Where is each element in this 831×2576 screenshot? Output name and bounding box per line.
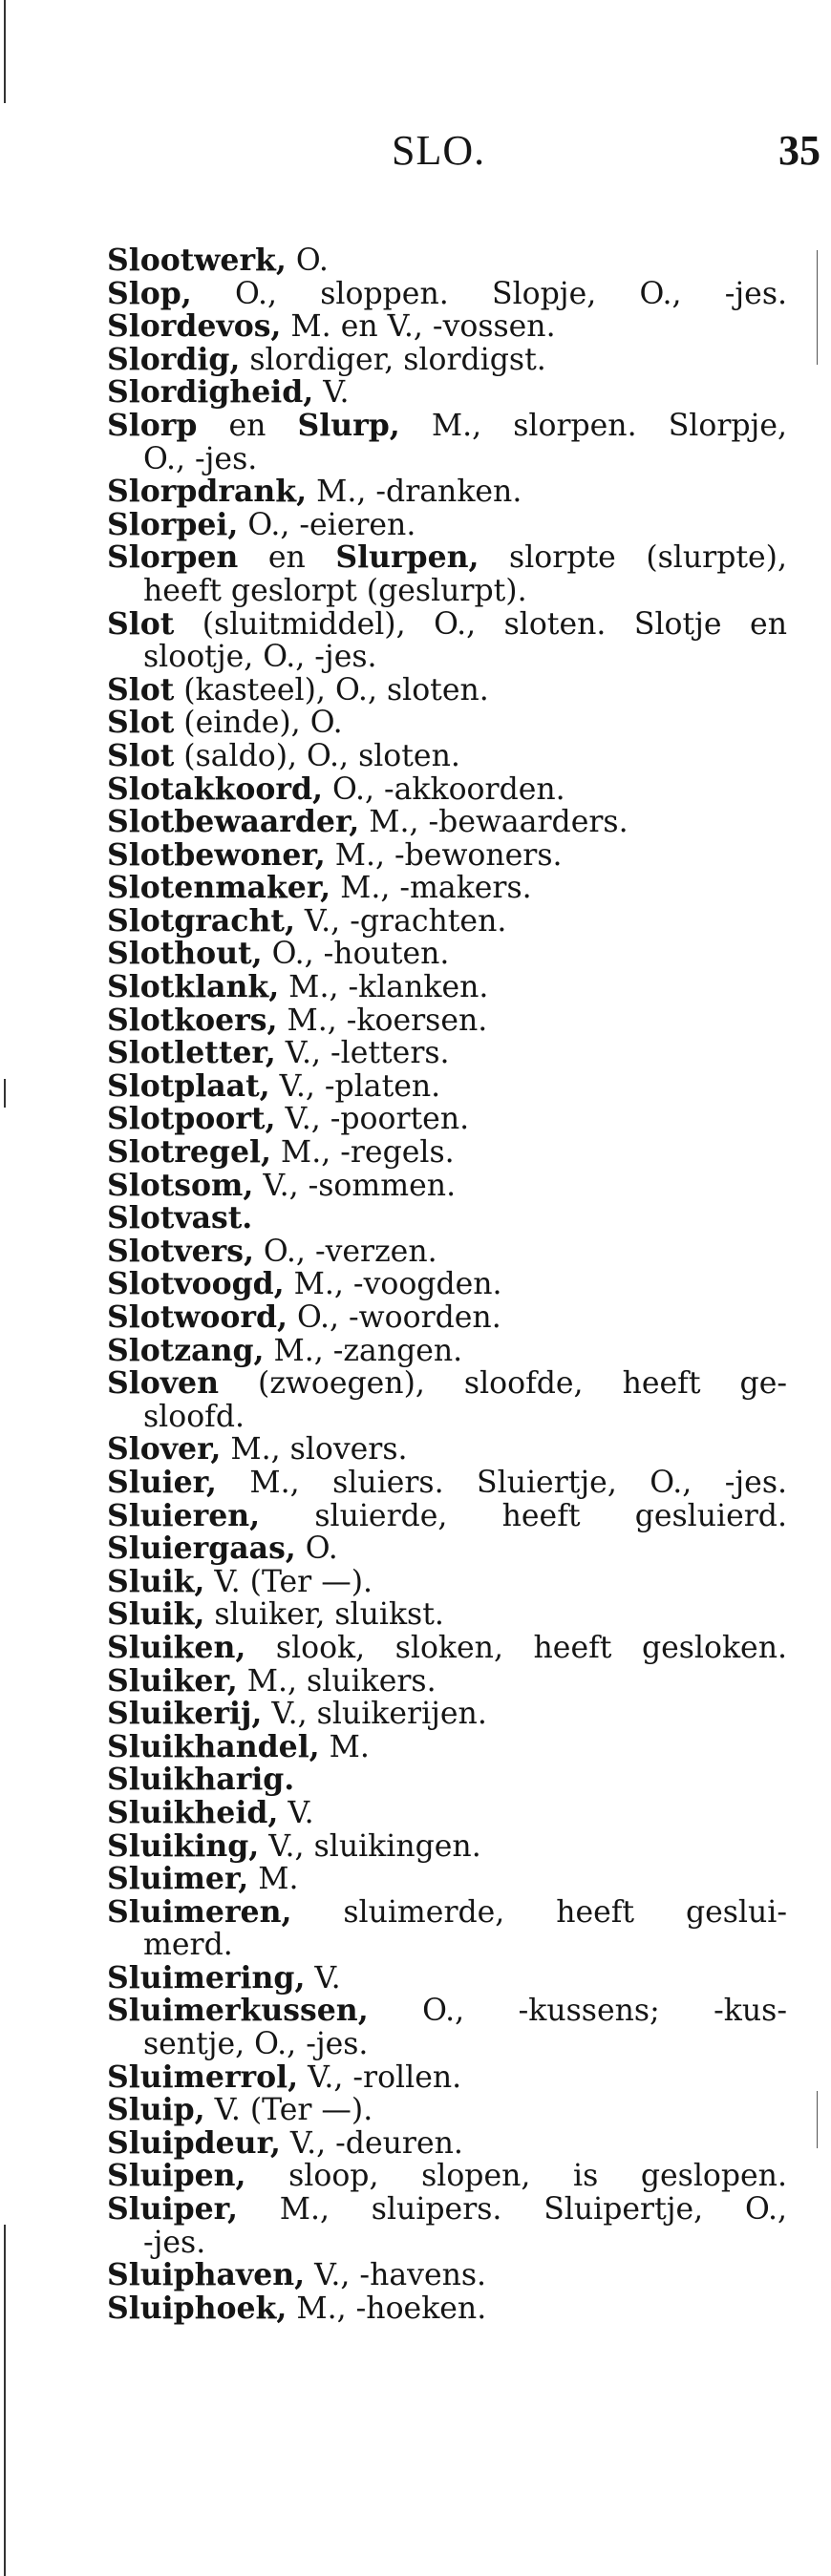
dictionary-entry	[107, 1202, 787, 1235]
dictionary-entry	[107, 971, 787, 1004]
headword: Sluikhandel,	[107, 1728, 320, 1764]
margin-rule	[4, 0, 6, 103]
entry-continuation	[107, 575, 787, 608]
dictionary-entry	[107, 376, 787, 410]
page-header	[0, 126, 831, 183]
entry-definition: M., -zangen.	[264, 1333, 463, 1368]
headword: Sluimerkussen,	[107, 1993, 369, 2029]
dictionary-entry	[107, 1301, 787, 1335]
entry-definition: (einde), O.	[174, 706, 343, 741]
headword: Slotregel,	[107, 1134, 271, 1171]
entry-definition: en	[197, 408, 298, 443]
dictionary-entry	[107, 506, 787, 542]
headword: Sluik,	[107, 1563, 205, 1599]
headword: Slotkoers,	[107, 1002, 278, 1038]
dictionary-entry	[107, 1959, 787, 1995]
dictionary-entries	[107, 244, 787, 2325]
dictionary-entry	[107, 1433, 787, 1467]
entry-definition: O.	[295, 1531, 338, 1567]
headword: Sluip,	[107, 2092, 205, 2128]
headword: Sluipdeur,	[107, 2124, 281, 2161]
entry-definition: slorpte (slurpte),	[479, 540, 787, 576]
dictionary-entry	[107, 2292, 787, 2326]
dictionary-entry	[107, 1367, 787, 1401]
entry-definition: M., -bewaarders.	[359, 805, 629, 840]
entry-text: -jes.	[143, 2225, 206, 2260]
entry-definition: O., -akkoorden.	[322, 771, 565, 807]
headword: Slover,	[107, 1431, 222, 1467]
headword: Sluikharig.	[107, 1762, 295, 1798]
headword: Slotklank,	[107, 969, 280, 1005]
entry-definition: slook, sloken, heeft gesloken.	[245, 1630, 787, 1665]
headword: Sluiking,	[107, 1827, 260, 1864]
entry-text: slootje, O., -jes.	[143, 640, 377, 675]
dictionary-entry	[107, 2124, 787, 2161]
dictionary-entry	[107, 1863, 787, 1896]
entry-text: heeft geslorpt (geslurpt).	[143, 573, 527, 608]
headword: Slotbewaarder,	[107, 804, 360, 840]
dictionary-entry	[107, 1995, 787, 2028]
entry-definition: V.	[305, 1960, 341, 1995]
entry-definition: O., -eieren.	[238, 507, 416, 542]
headword: Sluimeren,	[107, 1893, 292, 1930]
margin-rule	[4, 2225, 6, 2576]
headword: Slotwoord,	[107, 1299, 288, 1335]
entry-definition: V., sluikingen.	[259, 1828, 481, 1864]
dictionary-entry	[107, 1103, 787, 1136]
entry-definition: V., -rollen.	[298, 2059, 462, 2095]
entry-definition: (saldo), O., sloten.	[174, 738, 460, 773]
headword: Sluikerij,	[107, 1696, 263, 1732]
dictionary-entry	[107, 902, 787, 939]
entry-definition: O.	[286, 243, 329, 278]
dictionary-entry	[107, 707, 787, 740]
dictionary-entry	[107, 806, 787, 839]
entry-definition: M., -dranken.	[307, 475, 522, 510]
dictionary-entry	[107, 2160, 787, 2193]
entry-continuation	[107, 641, 787, 674]
headword: Slotsom,	[107, 1167, 254, 1203]
dictionary-entry	[107, 1763, 787, 1797]
entry-definition: M., slorpen. Slorpje,	[399, 408, 787, 443]
dictionary-entry	[107, 1728, 787, 1764]
headword: Sluiper,	[107, 2191, 238, 2228]
headword: Sluier,	[107, 1464, 217, 1500]
headword: Slot	[107, 671, 175, 707]
dictionary-entry	[107, 2061, 787, 2095]
dictionary-entry	[107, 737, 787, 773]
headword: Slotbewoner,	[107, 836, 326, 873]
headword: Slordigheid,	[107, 374, 314, 411]
entry-definition: O., -verzen.	[253, 1234, 437, 1269]
dictionary-entry	[107, 872, 787, 905]
headword: Slotvast.	[107, 1200, 253, 1236]
dictionary-entry	[107, 1037, 787, 1070]
entry-definition: slordiger, slordigst.	[240, 342, 546, 377]
dictionary-entry	[107, 836, 787, 873]
headword: Sluiphoek,	[107, 2290, 288, 2326]
entry-definition: V., -havens.	[305, 2258, 487, 2293]
entry-definition: (zwoegen), sloofde, heeft ge-	[218, 1366, 787, 1402]
entry-definition: V., -sommen.	[253, 1168, 457, 1203]
entry-definition: sluierde, heeft gesluierd.	[260, 1498, 787, 1533]
headword: Sluiker,	[107, 1662, 238, 1699]
entry-definition: V.	[278, 1795, 314, 1830]
headword: Slorpdrank,	[107, 474, 308, 510]
dictionary-entry	[107, 1662, 787, 1699]
entry-text: sloofd.	[143, 1399, 245, 1434]
entry-definition: en	[238, 540, 336, 576]
entry-definition: V., sluikerijen.	[262, 1697, 487, 1732]
dictionary-entry	[107, 275, 787, 311]
entry-definition: M., sluikers.	[237, 1663, 437, 1699]
headword: Slotzang,	[107, 1332, 265, 1368]
dictionary-entry	[107, 1136, 787, 1170]
headword: Slot	[107, 737, 175, 773]
headword: Slurp,	[297, 407, 400, 443]
entry-definition: M., -regels.	[270, 1135, 455, 1171]
entry-continuation	[107, 443, 787, 476]
entry-definition: M., -hoeken.	[287, 2291, 487, 2326]
dictionary-entry	[107, 1629, 787, 1665]
entry-definition: M.	[248, 1862, 299, 1897]
dictionary-entry	[107, 1167, 787, 1203]
headword: Sluiken,	[107, 1629, 246, 1665]
dictionary-entry	[107, 1794, 787, 1830]
entry-definition: sluimerde, heeft geslui-	[291, 1894, 787, 1930]
dictionary-entry	[107, 341, 787, 377]
dictionary-entry	[107, 1497, 787, 1533]
dictionary-entry	[107, 310, 787, 344]
dictionary-entry	[107, 1827, 787, 1864]
headword: Sluieren,	[107, 1497, 261, 1533]
entry-definition: M., -voogden.	[284, 1267, 502, 1302]
headword: Sluimer,	[107, 1861, 249, 1897]
headword: Slordig,	[107, 341, 241, 377]
column-rule	[817, 250, 818, 365]
dictionary-entry	[107, 1235, 787, 1269]
entry-definition: V., -platen.	[269, 1068, 441, 1104]
entry-definition: V., -letters.	[275, 1036, 450, 1071]
entry-definition: M., -koersen.	[277, 1003, 488, 1038]
dictionary-entry	[107, 1893, 787, 1930]
headword: Slorpen	[107, 539, 239, 576]
running-head: SLO.	[392, 127, 486, 174]
entry-definition: O., -woorden.	[288, 1300, 501, 1335]
entry-definition: M., sluiers. Sluiertje, O., -jes.	[216, 1465, 787, 1500]
margin-rule	[4, 1079, 6, 1108]
dictionary-entry	[107, 1004, 787, 1038]
dictionary-entry	[107, 1563, 787, 1599]
entry-definition: sluiker, sluikst.	[204, 1597, 444, 1633]
headword: Slotvers,	[107, 1233, 254, 1269]
entry-continuation	[107, 2028, 787, 2061]
dictionary-entry	[107, 938, 787, 971]
headword: Slothout,	[107, 936, 263, 972]
dictionary-entry	[107, 1268, 787, 1301]
headword: Slootwerk,	[107, 243, 287, 278]
dictionary-entry	[107, 541, 787, 575]
entry-definition: V. (Ter —).	[204, 2093, 373, 2128]
dictionary-entry	[107, 2193, 787, 2227]
headword: Slotvoogd,	[107, 1266, 285, 1302]
headword: Sluimerrol,	[107, 2059, 299, 2095]
entry-definition: M.	[319, 1729, 370, 1764]
headword: Sluipen,	[107, 2158, 246, 2194]
entry-text: merd.	[143, 1928, 233, 1963]
dictionary-entry	[107, 1532, 787, 1566]
entry-continuation	[107, 1401, 787, 1434]
headword: Slop,	[107, 275, 192, 311]
dictionary-entry	[107, 244, 787, 278]
dictionary-entry	[107, 605, 787, 642]
headword: Sluiergaas,	[107, 1531, 296, 1567]
entry-definition: (kasteel), O., sloten.	[174, 672, 489, 707]
entry-definition: M. en V., -vossen.	[281, 309, 556, 345]
headword: Slotenmaker,	[107, 870, 331, 906]
entry-definition: (sluitmiddel), O., sloten. Slotje en	[174, 606, 787, 642]
page-number: 35	[778, 127, 820, 174]
entry-definition: V. (Ter —).	[204, 1564, 373, 1599]
headword: Slotgracht,	[107, 902, 295, 939]
dictionary-entry	[107, 2259, 787, 2292]
entry-definition: M., -klanken.	[279, 970, 489, 1005]
entry-text: O., -jes.	[143, 441, 258, 476]
entry-definition: sloop, slopen, is geslopen.	[245, 2159, 787, 2194]
headword: Sloven	[107, 1365, 219, 1402]
entry-definition: O., -houten.	[262, 937, 450, 972]
headword: Slot	[107, 605, 175, 642]
dictionary-entry	[107, 2094, 787, 2127]
entry-definition: V.	[313, 375, 350, 411]
headword: Slot	[107, 705, 175, 741]
dictionary-entry	[107, 475, 787, 509]
entry-definition: V., -poorten.	[275, 1102, 470, 1137]
headword: Slotletter,	[107, 1035, 276, 1071]
headword: Slurpen,	[335, 539, 479, 576]
entry-definition: O., -kussens; -kus-	[368, 1994, 787, 2029]
headword: Slorp	[107, 407, 198, 443]
dictionary-entry	[107, 1698, 787, 1731]
entry-text: sentje, O., -jes.	[143, 2027, 369, 2062]
dictionary-entry	[107, 773, 787, 807]
entry-definition: V., -grachten.	[294, 903, 507, 939]
entry-definition: V., -deuren.	[280, 2125, 463, 2161]
dictionary-entry	[107, 1067, 787, 1104]
headword: Slorpei,	[107, 506, 239, 542]
entry-definition: M., -bewoners.	[325, 837, 563, 873]
entry-definition: O., sloppen. Slopje, O., -jes.	[191, 276, 787, 311]
dictionary-entry	[107, 1464, 787, 1500]
dictionary-entry	[107, 1598, 787, 1632]
entry-continuation	[107, 1929, 787, 1962]
column-rule	[817, 2091, 818, 2148]
headword: Sluiphaven,	[107, 2257, 306, 2293]
entry-definition: M., sluipers. Sluipertje, O.,	[237, 2192, 787, 2228]
headword: Sluikheid,	[107, 1794, 279, 1830]
dictionary-entry	[107, 407, 787, 443]
headword: Slordevos,	[107, 308, 282, 345]
headword: Slotpoort,	[107, 1101, 276, 1137]
headword: Sluik,	[107, 1596, 205, 1633]
headword: Slotakkoord,	[107, 771, 323, 807]
headword: Sluimering,	[107, 1959, 306, 1995]
dictionary-entry	[107, 1332, 787, 1368]
dictionary-entry	[107, 671, 787, 707]
entry-definition: M., -makers.	[330, 871, 532, 906]
headword: Slotplaat,	[107, 1067, 270, 1104]
entry-continuation	[107, 2227, 787, 2260]
entry-definition: M., slovers.	[221, 1432, 408, 1467]
